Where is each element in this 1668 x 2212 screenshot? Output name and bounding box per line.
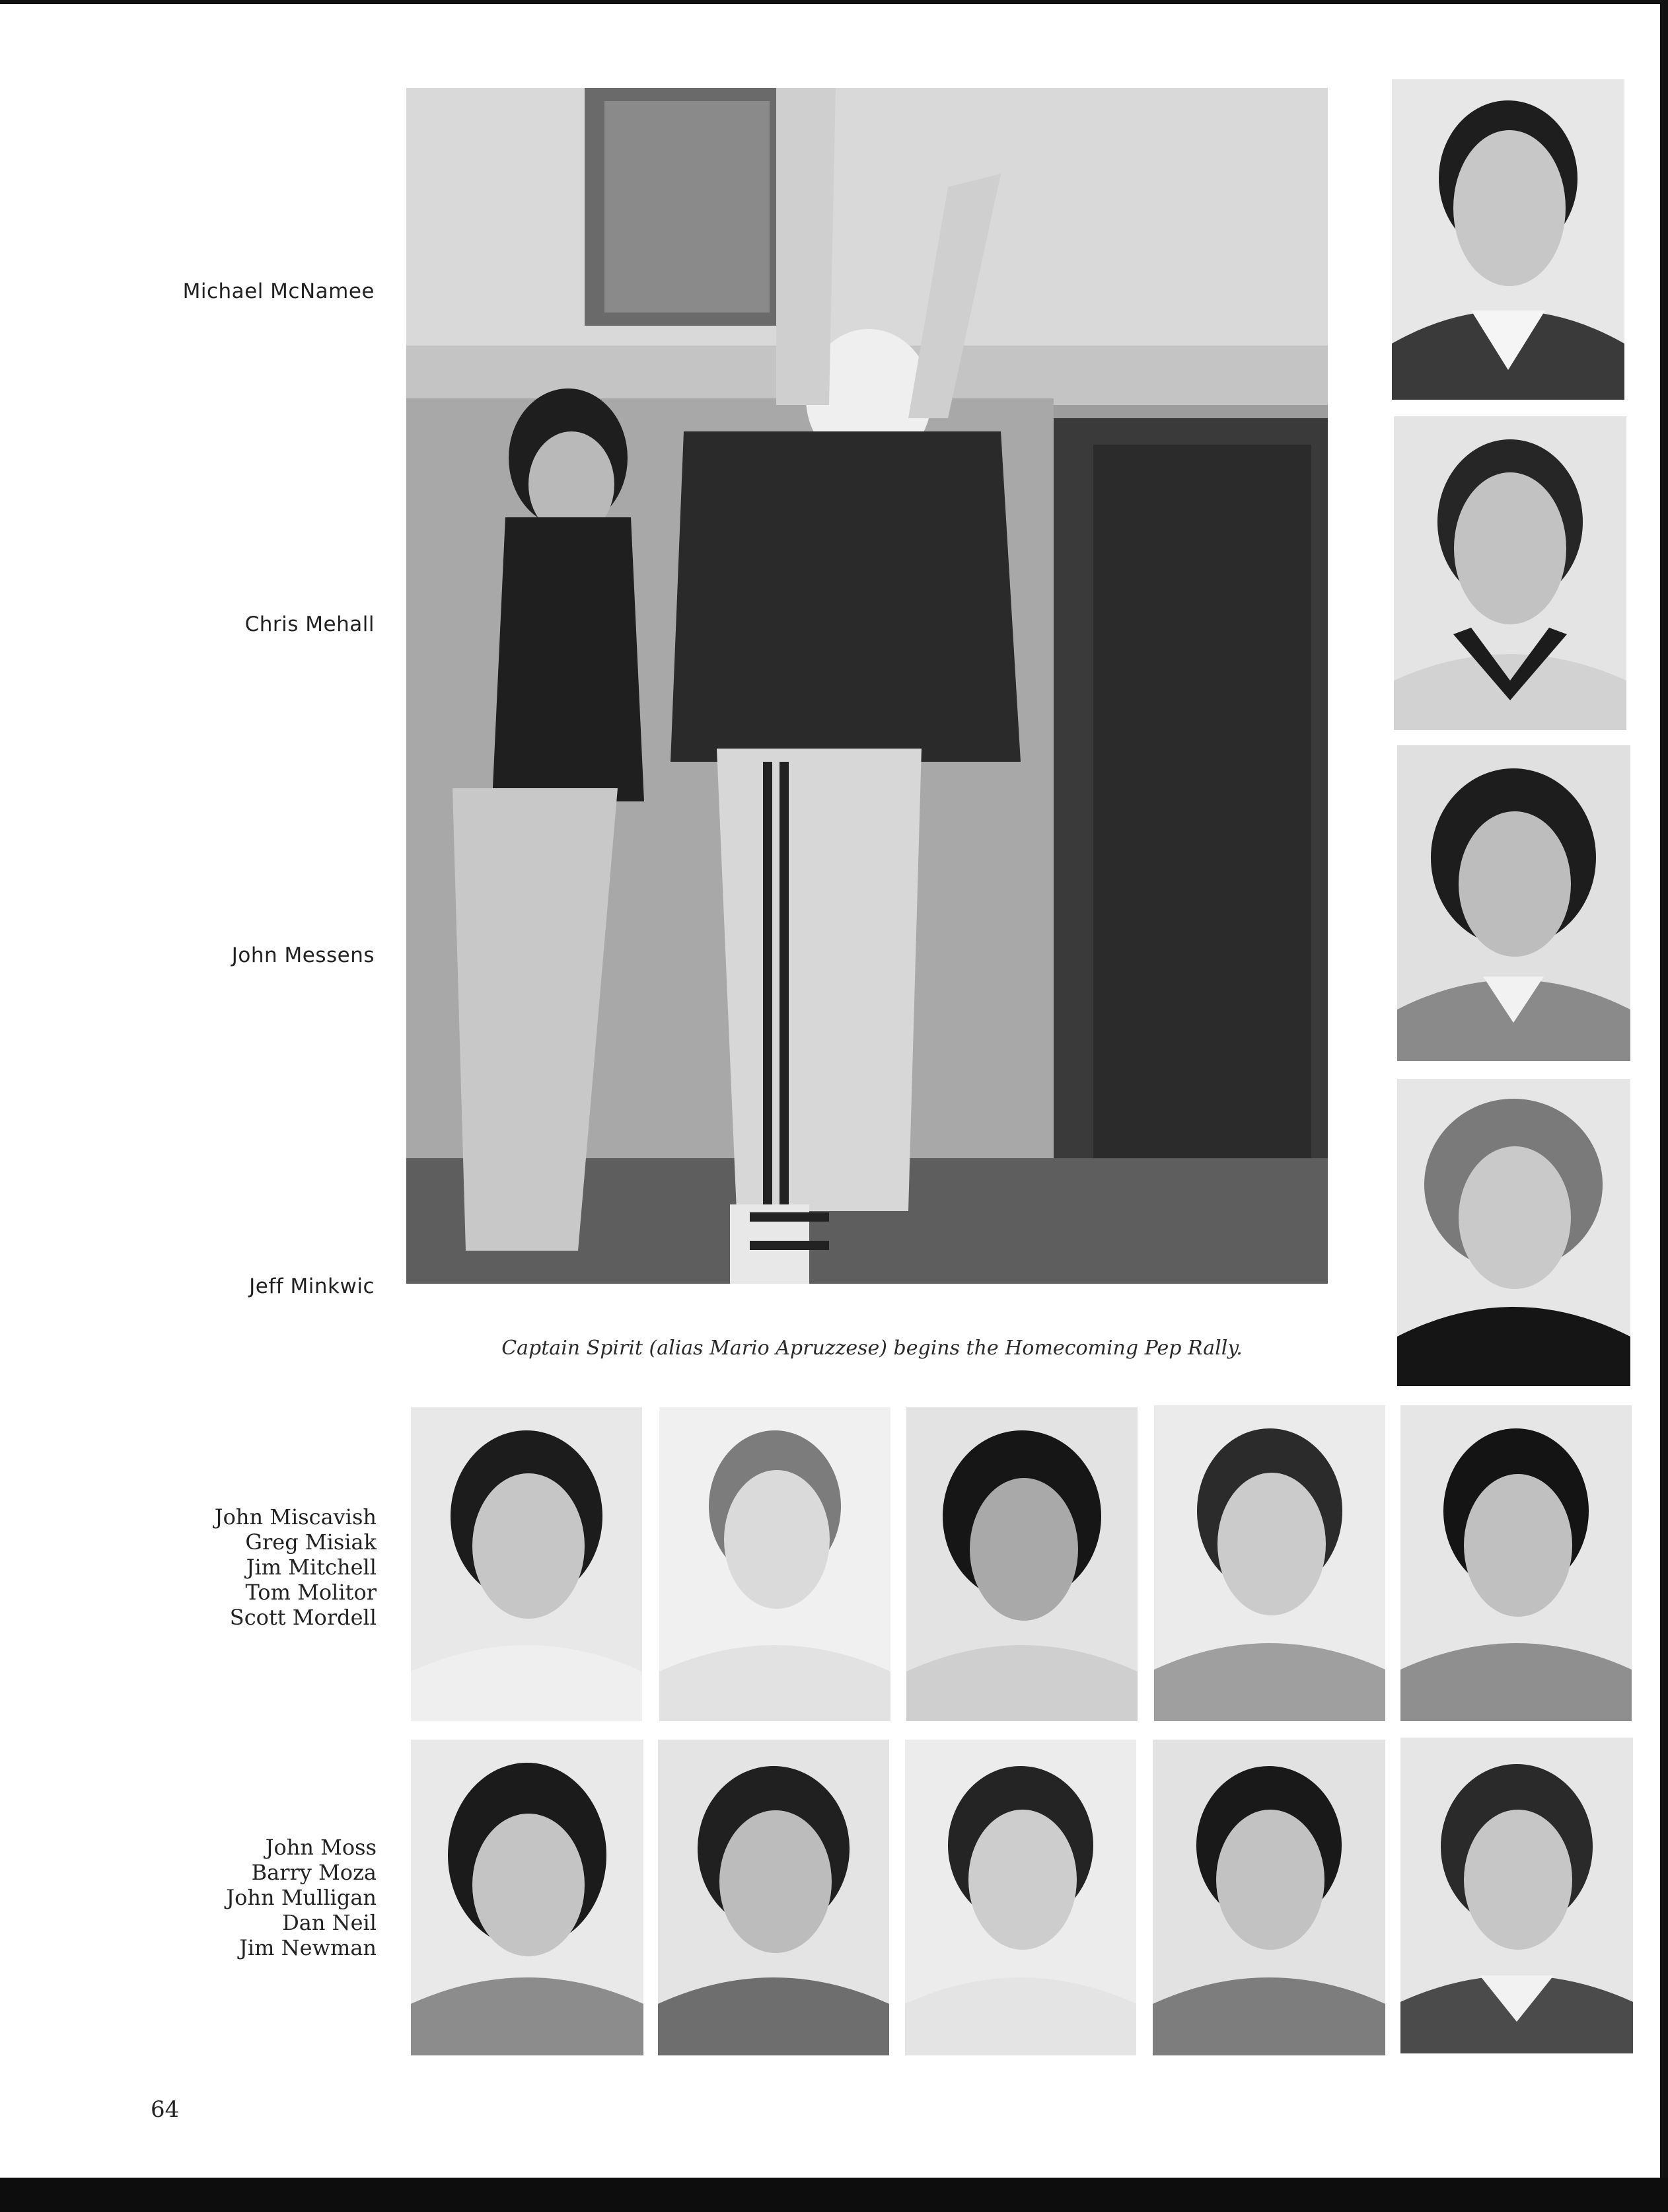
portrait-scott-mordell [1400, 1405, 1632, 1721]
portrait-john-miscavish [411, 1407, 642, 1721]
portrait-greg-misiak [659, 1407, 890, 1721]
name-john-messens: John Messens [231, 943, 375, 967]
portrait-photo-icon [905, 1740, 1136, 2055]
name-jim-newman: Jim Newman [239, 1935, 377, 1960]
portrait-chris-mehall [1394, 416, 1626, 730]
portrait-photo-icon [1397, 1079, 1630, 1386]
portrait-tom-molitor [1154, 1405, 1385, 1721]
name-scott-mordell: Scott Mordell [229, 1605, 377, 1630]
portrait-john-mulligan [905, 1740, 1136, 2055]
page-number: 64 [151, 2096, 180, 2123]
portrait-photo-icon [1153, 1740, 1385, 2055]
portrait-photo-icon [411, 1740, 643, 2055]
portrait-john-moss [411, 1740, 643, 2055]
name-greg-misiak: Greg Misiak [245, 1530, 377, 1555]
portrait-photo-icon [906, 1407, 1138, 1721]
feature-photo-caption: Captain Spirit (alias Mario Apruzzese) begins the Homecoming Pep Rally. [501, 1337, 1243, 1360]
portrait-photo-icon [1400, 1738, 1633, 2053]
row1-name-list [215, 1504, 377, 1630]
name-jeff-minkwic: Jeff Minkwic [249, 1274, 375, 1298]
portrait-photo-icon [1400, 1405, 1632, 1721]
portrait-photo-icon [659, 1407, 890, 1721]
portrait-photo-icon [1154, 1405, 1385, 1721]
portrait-jim-newman [1400, 1738, 1633, 2053]
name-barry-moza: Barry Moza [251, 1860, 377, 1885]
name-john-moss: John Moss [265, 1835, 377, 1860]
name-john-mulligan: John Mulligan [226, 1885, 377, 1910]
name-michael-mcnamee: Michael McNamee [182, 279, 375, 303]
portrait-photo-icon [411, 1407, 642, 1721]
feature-photo-image [406, 88, 1328, 1284]
name-tom-molitor: Tom Molitor [245, 1580, 377, 1605]
name-john-miscavish: John Miscavish [214, 1504, 377, 1530]
name-chris-mehall: Chris Mehall [244, 612, 375, 636]
scan-border-bottom [0, 2178, 1668, 2212]
portrait-photo-icon [1394, 416, 1626, 730]
portrait-jeff-minkwic [1397, 1079, 1630, 1386]
portrait-dan-neil [1153, 1740, 1385, 2055]
portrait-photo-icon [658, 1740, 889, 2055]
name-jim-mitchell: Jim Mitchell [246, 1555, 377, 1580]
portrait-jim-mitchell [906, 1407, 1138, 1721]
portrait-john-messens [1397, 745, 1630, 1061]
portrait-photo-icon [1397, 745, 1630, 1061]
name-dan-neil: Dan Neil [282, 1910, 377, 1935]
portrait-michael-mcnamee [1392, 79, 1624, 400]
portrait-photo-icon [1392, 79, 1624, 400]
portrait-barry-moza [658, 1740, 889, 2055]
row2-name-list [226, 1835, 377, 1960]
feature-photo [406, 88, 1328, 1284]
